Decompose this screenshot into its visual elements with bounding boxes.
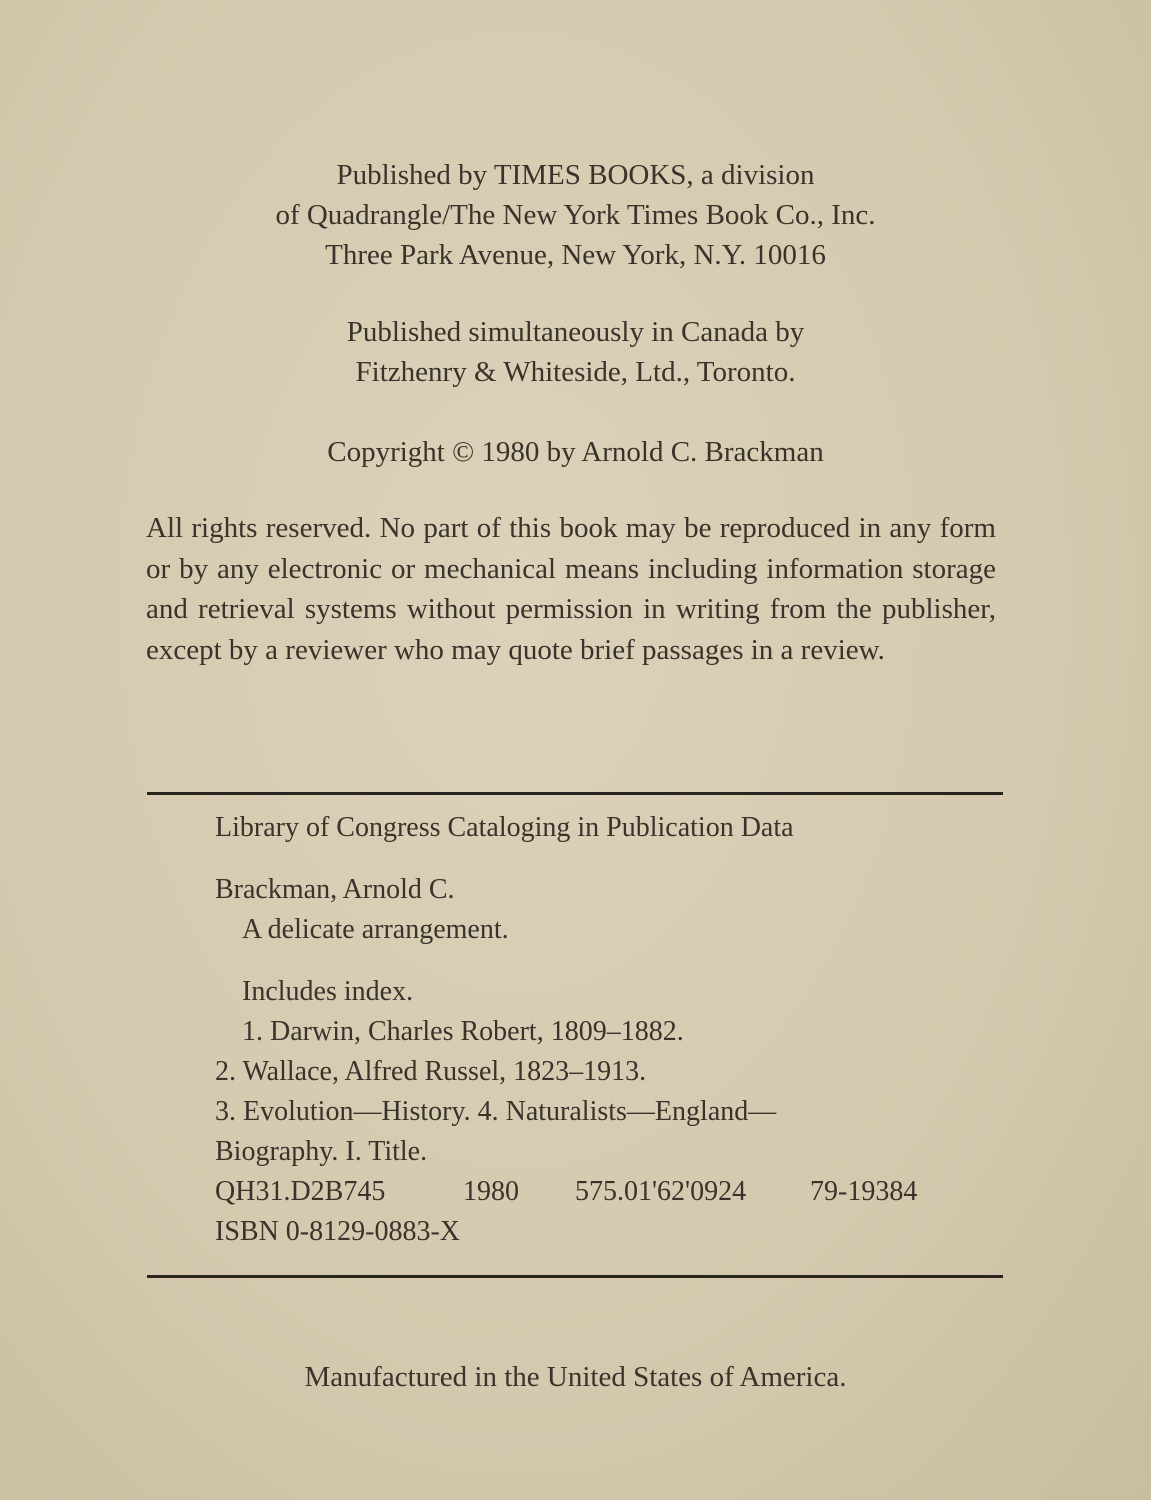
cataloging-data-block bbox=[215, 808, 975, 1252]
cip-title: A delicate arrangement. bbox=[242, 914, 509, 945]
top-divider bbox=[147, 792, 1003, 795]
manufactured-notice: Manufactured in the United States of America. bbox=[304, 1361, 847, 1393]
copyright-line: Copyright © 1980 by Arnold C. Brackman bbox=[327, 436, 824, 468]
publisher-line-1: Published by TIMES BOOKS, a division bbox=[336, 159, 815, 191]
dewey-number: 575.01'62'0924 bbox=[575, 1176, 747, 1207]
canada-publication-info bbox=[0, 312, 1151, 392]
publisher-line-3: Three Park Avenue, New York, N.Y. 10016 bbox=[325, 239, 826, 271]
lccn-number: 79-19384 bbox=[810, 1176, 918, 1207]
canada-line-2: Fitzhenry & Whiteside, Ltd., Toronto. bbox=[355, 356, 796, 388]
call-year: 1980 bbox=[463, 1176, 519, 1207]
cip-subject-3: 3. Evolution—History. 4. Naturalists—England— bbox=[215, 1096, 777, 1127]
rights-reserved-paragraph: All rights reserved. No part of this book may be reproduced in any form or by any electronic or mechanical means including information storage and retrieval systems without permission in writing from the publisher, except by a reviewer who may quote brief passages in a review. bbox=[146, 512, 996, 666]
cip-subject-3-continued: Biography. I. Title. bbox=[215, 1136, 428, 1167]
copyright-notice bbox=[0, 432, 1151, 472]
publisher-info bbox=[0, 155, 1151, 275]
cip-subject-2: 2. Wallace, Alfred Russel, 1823–1913. bbox=[215, 1056, 647, 1087]
cip-author: Brackman, Arnold C. bbox=[215, 874, 455, 905]
cip-subject-1: 1. Darwin, Charles Robert, 1809–1882. bbox=[242, 1016, 684, 1047]
canada-line-1: Published simultaneously in Canada by bbox=[346, 316, 805, 348]
lc-call-number: QH31.D2B745 bbox=[215, 1176, 386, 1207]
cip-note: Includes index. bbox=[242, 976, 414, 1007]
publisher-line-2: of Quadrangle/The New York Times Book Co., Inc. bbox=[275, 199, 876, 231]
cip-call-numbers bbox=[215, 1172, 975, 1212]
isbn: ISBN 0-8129-0883-X bbox=[215, 1216, 460, 1247]
cip-heading: Library of Congress Cataloging in Publication Data bbox=[215, 812, 794, 843]
bottom-divider bbox=[147, 1275, 1003, 1278]
